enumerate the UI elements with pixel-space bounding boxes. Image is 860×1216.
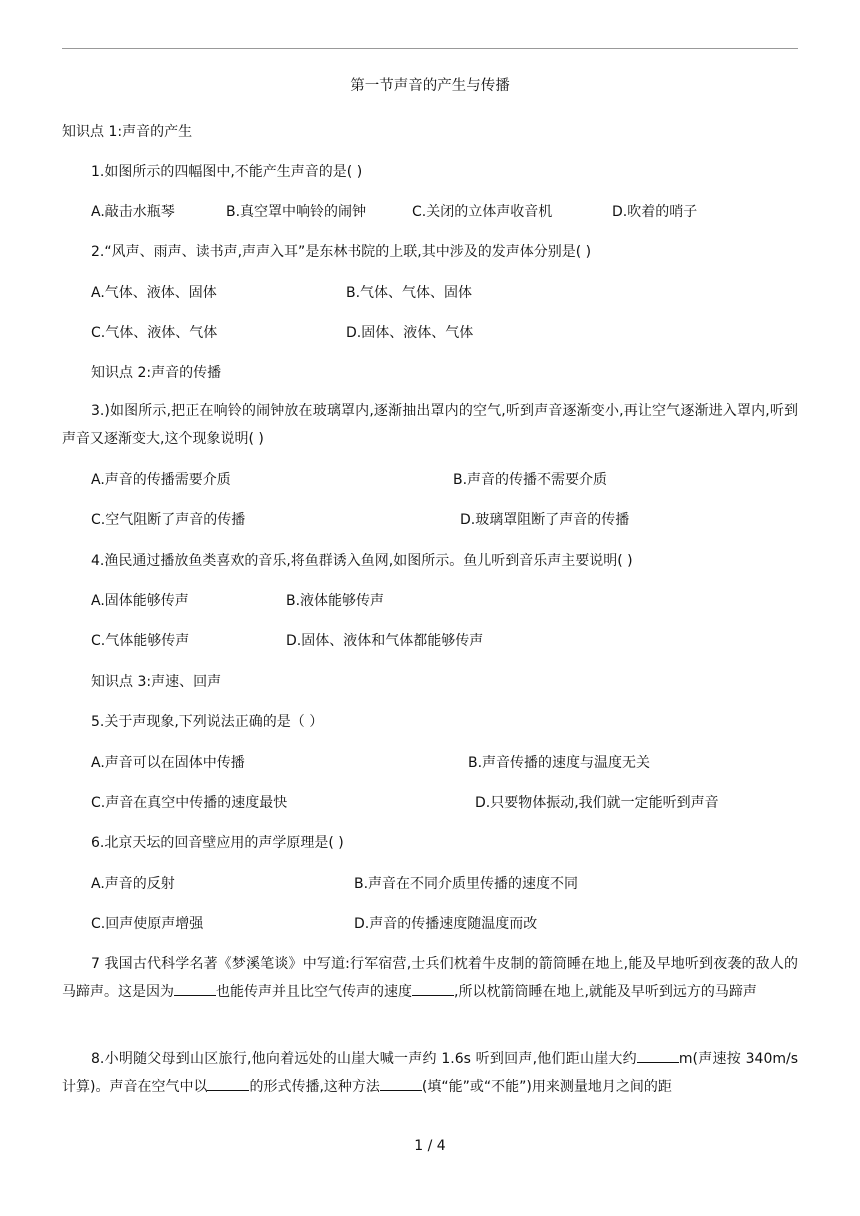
question-4-option-a: A.固体能够传声	[91, 593, 189, 609]
question-7-text-2: 也能传声并且比空气传声的速度	[216, 984, 412, 1000]
question-7-blank-1[interactable]	[174, 980, 216, 996]
question-1-option-a: A.敲击水瓶琴	[91, 204, 175, 220]
question-7	[62, 950, 798, 1006]
question-5-option-d: D.只要物体振动,我们就一定能听到声音	[475, 795, 719, 811]
question-8-blank-2[interactable]	[207, 1075, 249, 1091]
question-3-option-d: D.玻璃罩阻断了声音的传播	[460, 512, 630, 528]
question-8-text-1: 8.小明随父母到山区旅行,他向着远处的山崖大喊一声约 1.6s 听到回声,他们距山崖大约	[91, 1051, 637, 1067]
question-5-option-b: B.声音传播的速度与温度无关	[468, 755, 651, 771]
question-7-text-3: ,所以枕箭筒睡在地上,就能及早听到远方的马蹄声	[454, 984, 757, 1000]
question-6-option-c: C.回声使原声增强	[91, 916, 204, 932]
question-6-stem: 6.北京天坛的回音壁应用的声学原理是( )	[91, 835, 344, 851]
question-2-stem: 2.“风声、雨声、读书声,声声入耳”是东林书院的上联,其中涉及的发声体分别是( )	[91, 244, 592, 260]
question-4-option-c: C.气体能够传声	[91, 633, 190, 649]
question-1-option-c: C.关闭的立体声收音机	[412, 204, 553, 220]
section-heading-3: 知识点 3:声速、回声	[91, 674, 222, 690]
question-8	[62, 1045, 798, 1101]
question-8-text-3: 的形式传播,这种方法	[249, 1079, 380, 1095]
question-7-blank-2[interactable]	[412, 980, 454, 996]
question-8-blank-1[interactable]	[637, 1047, 679, 1063]
question-6-option-b: B.声音在不同介质里传播的速度不同	[354, 876, 579, 892]
question-4-option-b: B.液体能够传声	[286, 593, 385, 609]
page-number: 1 / 4	[414, 1138, 446, 1154]
header-rule	[62, 48, 798, 49]
question-3-option-b: B.声音的传播不需要介质	[453, 472, 608, 488]
question-8-text-4: (填“能”或“不能”)用来测量地月之间的距	[421, 1079, 672, 1095]
question-2-option-d: D.固体、液体、气体	[346, 325, 474, 341]
question-6-option-d: D.声音的传播速度随温度而改	[354, 916, 538, 932]
question-3-stem: 3.)如图所示,把正在响铃的闹钟放在玻璃罩内,逐渐抽出罩内的空气,听到声音逐渐变小,再让空气逐渐进入罩内,听到声音又逐渐变大,这个现象说明( )	[62, 403, 798, 447]
question-2-option-c: C.气体、液体、气体	[91, 325, 218, 341]
section-heading-2: 知识点 2:声音的传播	[91, 365, 222, 381]
question-3-option-a: A.声音的传播需要介质	[91, 472, 231, 488]
question-4-option-d: D.固体、液体和气体都能够传声	[286, 633, 484, 649]
question-7-text-1: 7 我国古代科学名著《梦溪笔谈》中写道:行军宿营,士兵们枕着牛皮制的箭筒睡在地上,能及早地听到夜袭的敌人的马蹄声。这是因为	[62, 956, 798, 1000]
question-2-option-b: B.气体、气体、固体	[346, 285, 473, 301]
question-5-stem: 5.关于声现象,下列说法正确的是（ ）	[91, 714, 324, 730]
question-1-option-d: D.吹着的哨子	[612, 204, 698, 220]
question-3-option-c: C.空气阻断了声音的传播	[91, 512, 246, 528]
question-6-option-a: A.声音的反射	[91, 876, 175, 892]
section-heading-1: 知识点 1:声音的产生	[62, 124, 193, 140]
page-title: 第一节声音的产生与传播	[350, 78, 510, 94]
question-5-option-a: A.声音可以在固体中传播	[91, 755, 245, 771]
question-5-option-c: C.声音在真空中传播的速度最快	[91, 795, 288, 811]
question-8-text-2: m(声速按 340m/s 计算)。声音在空气中以	[62, 1051, 799, 1095]
question-1-option-b: B.真空罩中响铃的闹钟	[226, 204, 367, 220]
question-4-stem: 4.渔民通过播放鱼类喜欢的音乐,将鱼群诱入鱼网,如图所示。鱼儿听到音乐声主要说明( )	[91, 553, 633, 569]
question-2-option-a: A.气体、液体、固体	[91, 285, 217, 301]
question-1-stem: 1.如图所示的四幅图中,不能产生声音的是( )	[91, 164, 363, 180]
question-8-blank-3[interactable]	[380, 1075, 422, 1091]
